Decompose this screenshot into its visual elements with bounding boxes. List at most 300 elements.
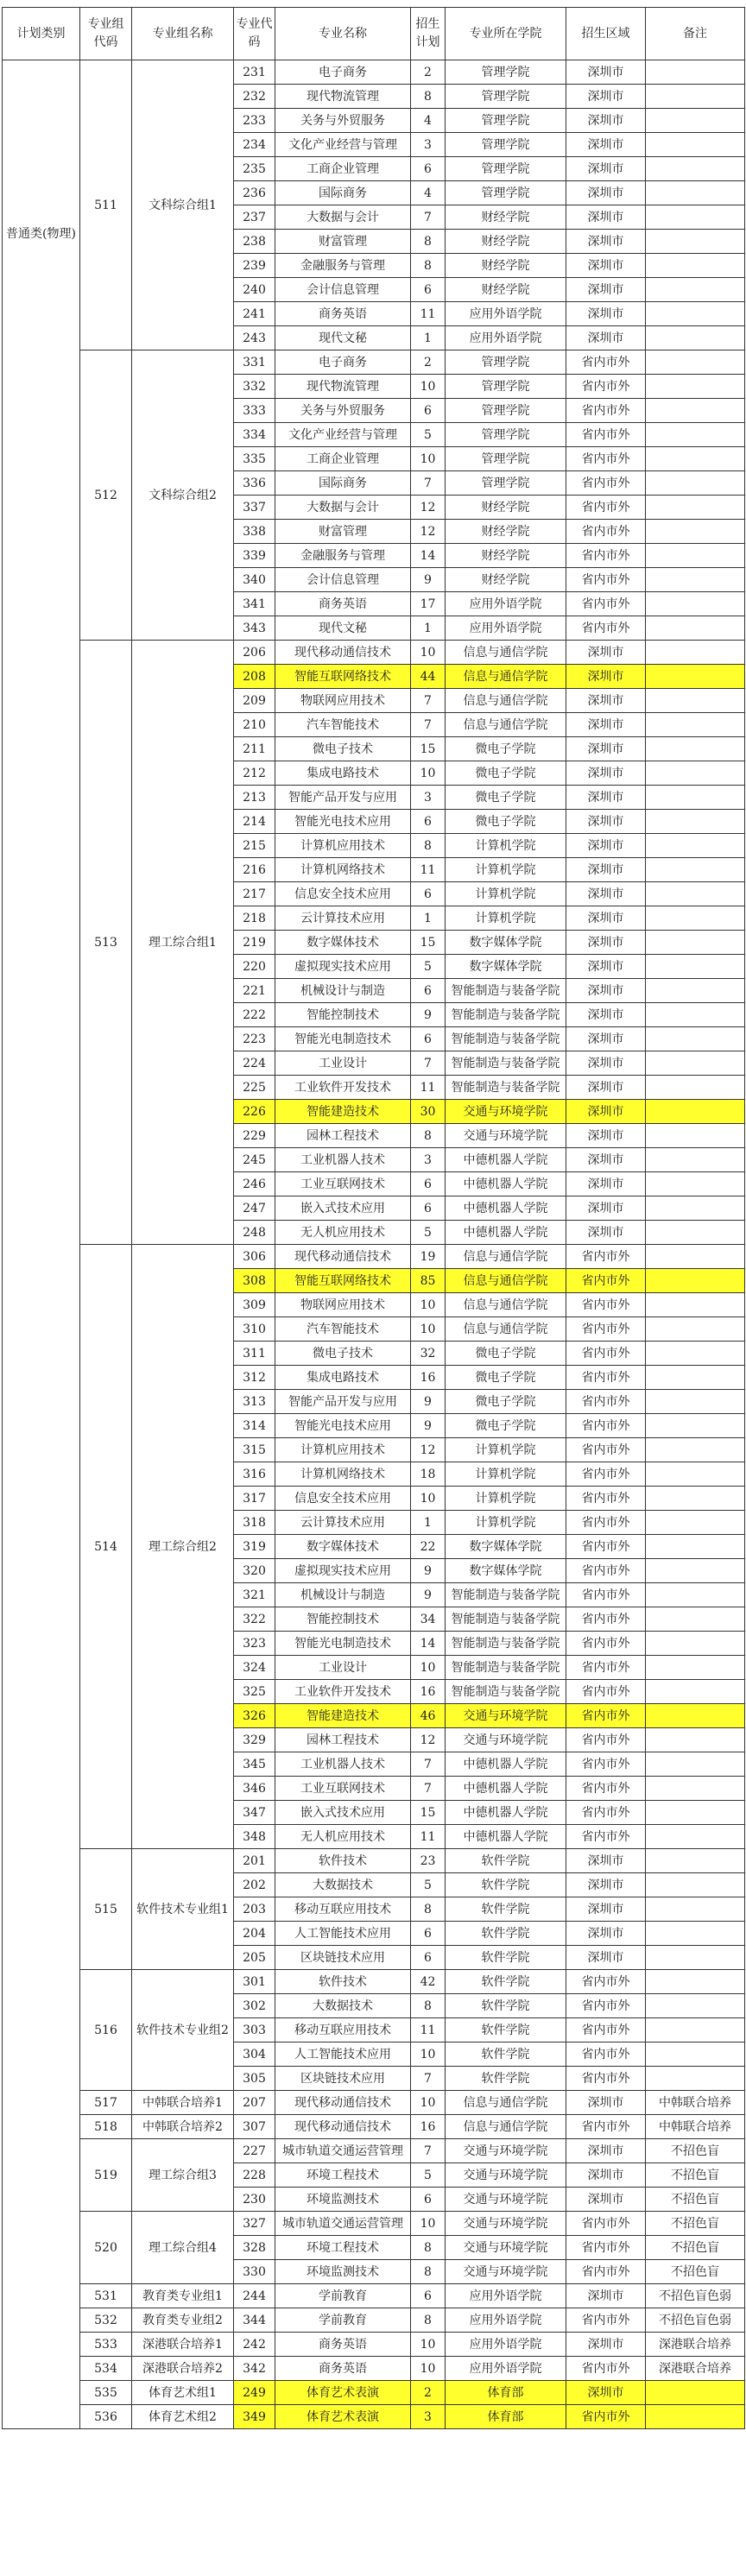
header-major-code: 专业代码 [234, 8, 275, 60]
major-code-cell: 213 [234, 786, 275, 810]
major-name-cell: 工业互联网技术 [275, 1777, 411, 1801]
major-code-cell: 234 [234, 133, 275, 157]
region-cell: 省内市外 [566, 1438, 646, 1462]
major-code-cell: 305 [234, 2067, 275, 2091]
plan-count-cell: 10 [411, 375, 446, 399]
major-name-cell: 汽车智能技术 [275, 713, 411, 737]
plan-count-cell: 6 [411, 1172, 446, 1196]
region-cell: 省内市外 [566, 399, 646, 423]
plan-count-cell: 8 [411, 1897, 446, 1922]
major-code-cell: 231 [234, 60, 275, 85]
college-cell: 管理学院 [446, 399, 566, 423]
college-cell: 管理学院 [446, 85, 566, 109]
plan-count-cell: 22 [411, 1535, 446, 1559]
group-code-cell: 517 [80, 2091, 132, 2115]
plan-count-cell: 17 [411, 592, 446, 616]
plan-count-cell: 7 [411, 2067, 446, 2091]
table-row [3, 2405, 745, 2429]
college-cell: 中德机器人学院 [446, 1825, 566, 1849]
major-name-cell: 城市轨道交通运营管理 [275, 2212, 411, 2236]
college-cell: 应用外语学院 [446, 2284, 566, 2308]
region-cell: 深圳市 [566, 205, 646, 230]
plan-count-cell: 6 [411, 2188, 446, 2212]
major-name-cell: 微电子技术 [275, 1342, 411, 1366]
plan-count-cell: 9 [411, 568, 446, 592]
college-cell: 数字媒体学院 [446, 1535, 566, 1559]
remark-cell [646, 375, 745, 399]
major-name-cell: 虚拟现实技术应用 [275, 955, 411, 979]
remark-cell [646, 1293, 745, 1317]
major-code-cell: 212 [234, 761, 275, 786]
plan-count-cell: 6 [411, 810, 446, 834]
major-code-cell: 218 [234, 906, 275, 931]
college-cell: 管理学院 [446, 181, 566, 205]
major-code-cell: 345 [234, 1752, 275, 1777]
remark-cell [646, 471, 745, 496]
header-college: 专业所在学院 [446, 8, 566, 60]
major-name-cell: 关务与外贸服务 [275, 109, 411, 133]
remark-cell [646, 1704, 745, 1728]
region-cell: 省内市外 [566, 1317, 646, 1342]
region-cell: 省内市外 [566, 1970, 646, 1994]
college-cell: 交通与环境学院 [446, 1728, 566, 1752]
region-cell: 深圳市 [566, 2139, 646, 2163]
major-name-cell: 现代物流管理 [275, 85, 411, 109]
major-name-cell: 数字媒体技术 [275, 931, 411, 955]
major-name-cell: 大数据与会计 [275, 205, 411, 230]
college-cell: 信息与通信学院 [446, 1317, 566, 1342]
college-cell: 交通与环境学院 [446, 2236, 566, 2260]
region-cell: 省内市外 [566, 2042, 646, 2067]
group-name-cell: 文科综合组1 [132, 60, 234, 350]
region-cell: 深圳市 [566, 2381, 646, 2405]
remark-cell [646, 2018, 745, 2042]
remark-cell [646, 1003, 745, 1027]
plan-count-cell: 12 [411, 1438, 446, 1462]
group-name-cell: 理工综合组4 [132, 2212, 234, 2284]
major-code-cell: 339 [234, 544, 275, 568]
college-cell: 交通与环境学院 [446, 1100, 566, 1124]
major-name-cell: 现代移动通信技术 [275, 2091, 411, 2115]
major-code-cell: 243 [234, 326, 275, 350]
major-name-cell: 现代文秘 [275, 326, 411, 350]
college-cell: 信息与通信学院 [446, 2091, 566, 2115]
college-cell: 软件学院 [446, 1849, 566, 1873]
major-name-cell: 计算机网络技术 [275, 858, 411, 882]
remark-cell [646, 423, 745, 447]
group-code-cell: 513 [80, 641, 132, 1245]
remark-cell [646, 1559, 745, 1583]
remark-cell [646, 1342, 745, 1366]
college-cell: 财经学院 [446, 230, 566, 254]
plan-count-cell: 6 [411, 1027, 446, 1051]
plan-count-cell: 7 [411, 205, 446, 230]
major-code-cell: 309 [234, 1293, 275, 1317]
plan-count-cell: 11 [411, 858, 446, 882]
region-cell: 省内市外 [566, 616, 646, 641]
group-name-cell: 深港联合培养1 [132, 2333, 234, 2357]
college-cell: 管理学院 [446, 157, 566, 181]
region-cell: 省内市外 [566, 1366, 646, 1390]
plan-count-cell: 32 [411, 1342, 446, 1366]
remark-cell [646, 230, 745, 254]
remark-cell [646, 906, 745, 931]
major-code-cell: 215 [234, 834, 275, 858]
major-code-cell: 320 [234, 1559, 275, 1583]
region-cell: 省内市外 [566, 1728, 646, 1752]
plan-count-cell: 10 [411, 2357, 446, 2381]
region-cell: 省内市外 [566, 1632, 646, 1656]
remark-cell [646, 544, 745, 568]
college-cell: 应用外语学院 [446, 2308, 566, 2333]
college-cell: 财经学院 [446, 496, 566, 520]
remark-cell [646, 761, 745, 786]
plan-count-cell: 5 [411, 423, 446, 447]
major-name-cell: 电子商务 [275, 60, 411, 85]
major-name-cell: 虚拟现实技术应用 [275, 1559, 411, 1583]
major-code-cell: 235 [234, 157, 275, 181]
remark-cell [646, 1849, 745, 1873]
remark-cell [646, 1172, 745, 1196]
remark-cell: 不招色盲 [646, 2163, 745, 2188]
plan-count-cell: 12 [411, 1728, 446, 1752]
major-name-cell: 工业软件开发技术 [275, 1680, 411, 1704]
remark-cell [646, 326, 745, 350]
major-name-cell: 国际商务 [275, 471, 411, 496]
plan-count-cell: 15 [411, 1801, 446, 1825]
remark-cell [646, 955, 745, 979]
college-cell: 信息与通信学院 [446, 1269, 566, 1293]
major-code-cell: 346 [234, 1777, 275, 1801]
table-body [3, 60, 745, 2429]
college-cell: 财经学院 [446, 520, 566, 544]
region-cell: 省内市外 [566, 1414, 646, 1438]
region-cell: 深圳市 [566, 60, 646, 85]
major-name-cell: 工业软件开发技术 [275, 1076, 411, 1100]
region-cell: 深圳市 [566, 737, 646, 761]
header-remark: 备注 [646, 8, 745, 60]
group-code-cell: 534 [80, 2357, 132, 2381]
major-name-cell: 财富管理 [275, 520, 411, 544]
plan-count-cell: 6 [411, 1196, 446, 1221]
college-cell: 交通与环境学院 [446, 2163, 566, 2188]
group-code-cell: 533 [80, 2333, 132, 2357]
college-cell: 智能制造与装备学院 [446, 1051, 566, 1076]
region-cell: 深圳市 [566, 689, 646, 713]
major-code-cell: 236 [234, 181, 275, 205]
major-code-cell: 204 [234, 1922, 275, 1946]
region-cell: 深圳市 [566, 931, 646, 955]
region-cell: 深圳市 [566, 230, 646, 254]
region-cell: 深圳市 [566, 2333, 646, 2357]
plan-count-cell: 6 [411, 882, 446, 906]
major-code-cell: 226 [234, 1100, 275, 1124]
region-cell: 省内市外 [566, 1801, 646, 1825]
major-name-cell: 商务英语 [275, 592, 411, 616]
college-cell: 微电子学院 [446, 761, 566, 786]
plan-count-cell: 10 [411, 1317, 446, 1342]
plan-count-cell: 2 [411, 60, 446, 85]
major-name-cell: 工商企业管理 [275, 157, 411, 181]
plan-count-cell: 11 [411, 1076, 446, 1100]
remark-cell [646, 1970, 745, 1994]
major-code-cell: 238 [234, 230, 275, 254]
plan-count-cell: 6 [411, 278, 446, 302]
remark-cell [646, 85, 745, 109]
remark-cell [646, 1390, 745, 1414]
major-name-cell: 无人机应用技术 [275, 1825, 411, 1849]
major-name-cell: 体育艺术表演 [275, 2381, 411, 2405]
college-cell: 交通与环境学院 [446, 2260, 566, 2284]
group-code-cell: 511 [80, 60, 132, 350]
plan-count-cell: 6 [411, 2284, 446, 2308]
college-cell: 计算机学院 [446, 1462, 566, 1487]
remark-cell [646, 786, 745, 810]
major-name-cell: 微电子技术 [275, 737, 411, 761]
plan-count-cell: 5 [411, 2163, 446, 2188]
table-row [3, 1849, 745, 1873]
plan-count-cell: 30 [411, 1100, 446, 1124]
remark-cell [646, 1801, 745, 1825]
major-code-cell: 246 [234, 1172, 275, 1196]
region-cell: 省内市外 [566, 2212, 646, 2236]
region-cell: 深圳市 [566, 1003, 646, 1027]
region-cell: 深圳市 [566, 326, 646, 350]
region-cell: 深圳市 [566, 1897, 646, 1922]
college-cell: 微电子学院 [446, 1366, 566, 1390]
major-code-cell: 343 [234, 616, 275, 641]
major-name-cell: 环境监测技术 [275, 2188, 411, 2212]
group-name-cell: 软件技术专业组1 [132, 1849, 234, 1970]
plan-count-cell: 10 [411, 761, 446, 786]
plan-count-cell: 16 [411, 1366, 446, 1390]
plan-count-cell: 11 [411, 302, 446, 326]
college-cell: 软件学院 [446, 1994, 566, 2018]
major-code-cell: 219 [234, 931, 275, 955]
table-row [3, 2381, 745, 2405]
remark-cell [646, 205, 745, 230]
college-cell: 智能制造与装备学院 [446, 1656, 566, 1680]
major-code-cell: 244 [234, 2284, 275, 2308]
major-code-cell: 344 [234, 2308, 275, 2333]
remark-cell: 不招色盲 [646, 2188, 745, 2212]
college-cell: 信息与通信学院 [446, 665, 566, 689]
remark-cell [646, 1221, 745, 1245]
group-name-cell: 深港联合培养2 [132, 2357, 234, 2381]
major-name-cell: 智能建造技术 [275, 1704, 411, 1728]
table-row [3, 1970, 745, 1994]
region-cell: 深圳市 [566, 278, 646, 302]
college-cell: 管理学院 [446, 133, 566, 157]
remark-cell [646, 1124, 745, 1148]
plan-count-cell: 8 [411, 2236, 446, 2260]
remark-cell [646, 1922, 745, 1946]
college-cell: 计算机学院 [446, 1438, 566, 1462]
region-cell: 省内市外 [566, 423, 646, 447]
table-row [3, 2308, 745, 2333]
major-code-cell: 230 [234, 2188, 275, 2212]
major-name-cell: 智能光电制造技术 [275, 1027, 411, 1051]
region-cell: 省内市外 [566, 1342, 646, 1366]
region-cell: 省内市外 [566, 1269, 646, 1293]
major-name-cell: 移动互联应用技术 [275, 2018, 411, 2042]
group-code-cell: 536 [80, 2405, 132, 2429]
college-cell: 软件学院 [446, 2067, 566, 2091]
major-code-cell: 247 [234, 1196, 275, 1221]
plan-count-cell: 7 [411, 1777, 446, 1801]
region-cell: 省内市外 [566, 1994, 646, 2018]
remark-cell [646, 689, 745, 713]
plan-count-cell: 3 [411, 133, 446, 157]
college-cell: 数字媒体学院 [446, 931, 566, 955]
college-cell: 软件学院 [446, 1922, 566, 1946]
major-name-cell: 智能光电技术应用 [275, 1414, 411, 1438]
college-cell: 智能制造与装备学院 [446, 1607, 566, 1632]
major-name-cell: 嵌入式技术应用 [275, 1196, 411, 1221]
plan-count-cell: 4 [411, 109, 446, 133]
region-cell: 省内市外 [566, 1583, 646, 1607]
major-code-cell: 207 [234, 2091, 275, 2115]
major-code-cell: 249 [234, 2381, 275, 2405]
college-cell: 智能制造与装备学院 [446, 1680, 566, 1704]
remark-cell [646, 520, 745, 544]
plan-count-cell: 8 [411, 85, 446, 109]
major-code-cell: 224 [234, 1051, 275, 1076]
group-code-cell: 514 [80, 1245, 132, 1849]
major-name-cell: 环境工程技术 [275, 2236, 411, 2260]
region-cell: 深圳市 [566, 1221, 646, 1245]
college-cell: 智能制造与装备学院 [446, 979, 566, 1003]
major-name-cell: 现代移动通信技术 [275, 2115, 411, 2139]
remark-cell: 不招色盲色弱 [646, 2284, 745, 2308]
region-cell: 深圳市 [566, 133, 646, 157]
region-cell: 深圳市 [566, 1873, 646, 1897]
region-cell: 省内市外 [566, 2018, 646, 2042]
plan-count-cell: 2 [411, 350, 446, 375]
remark-cell [646, 1027, 745, 1051]
table-row [3, 2139, 745, 2163]
major-code-cell: 202 [234, 1873, 275, 1897]
major-name-cell: 关务与外贸服务 [275, 399, 411, 423]
major-name-cell: 嵌入式技术应用 [275, 1801, 411, 1825]
major-name-cell: 文化产业经营与管理 [275, 133, 411, 157]
college-cell: 信息与通信学院 [446, 1245, 566, 1269]
major-code-cell: 316 [234, 1462, 275, 1487]
major-code-cell: 211 [234, 737, 275, 761]
major-code-cell: 223 [234, 1027, 275, 1051]
major-code-cell: 317 [234, 1487, 275, 1511]
remark-cell [646, 1245, 745, 1269]
remark-cell: 中韩联合培养 [646, 2115, 745, 2139]
region-cell: 深圳市 [566, 1196, 646, 1221]
region-cell: 省内市外 [566, 1535, 646, 1559]
region-cell: 省内市外 [566, 1825, 646, 1849]
plan-count-cell: 12 [411, 496, 446, 520]
region-cell: 省内市外 [566, 2260, 646, 2284]
college-cell: 交通与环境学院 [446, 2188, 566, 2212]
major-name-cell: 机械设计与制造 [275, 979, 411, 1003]
plan-count-cell: 10 [411, 2091, 446, 2115]
major-name-cell: 园林工程技术 [275, 1728, 411, 1752]
major-name-cell: 软件技术 [275, 1849, 411, 1873]
region-cell: 深圳市 [566, 302, 646, 326]
remark-cell: 不招色盲 [646, 2260, 745, 2284]
plan-count-cell: 19 [411, 1245, 446, 1269]
table-row [3, 2115, 745, 2139]
major-code-cell: 248 [234, 1221, 275, 1245]
region-cell: 深圳市 [566, 1148, 646, 1172]
college-cell: 财经学院 [446, 544, 566, 568]
header-group-name: 专业组名称 [132, 8, 234, 60]
remark-cell [646, 713, 745, 737]
region-cell: 深圳市 [566, 906, 646, 931]
region-cell: 省内市外 [566, 592, 646, 616]
region-cell: 省内市外 [566, 496, 646, 520]
plan-count-cell: 3 [411, 1148, 446, 1172]
region-cell: 省内市外 [566, 1680, 646, 1704]
header-plan-count: 招生计划 [411, 8, 446, 60]
region-cell: 深圳市 [566, 1172, 646, 1196]
college-cell: 信息与通信学院 [446, 2115, 566, 2139]
major-code-cell: 216 [234, 858, 275, 882]
remark-cell [646, 1511, 745, 1535]
college-cell: 应用外语学院 [446, 302, 566, 326]
remark-cell [646, 1317, 745, 1342]
plan-count-cell: 7 [411, 1051, 446, 1076]
college-cell: 管理学院 [446, 350, 566, 375]
college-cell: 智能制造与装备学院 [446, 1027, 566, 1051]
major-code-cell: 221 [234, 979, 275, 1003]
major-code-cell: 314 [234, 1414, 275, 1438]
plan-count-cell: 1 [411, 616, 446, 641]
header-region: 招生区域 [566, 8, 646, 60]
major-name-cell: 计算机应用技术 [275, 834, 411, 858]
plan-count-cell: 9 [411, 1559, 446, 1583]
remark-cell [646, 496, 745, 520]
college-cell: 财经学院 [446, 205, 566, 230]
table-row [3, 2357, 745, 2381]
major-name-cell: 智能控制技术 [275, 1003, 411, 1027]
region-cell: 省内市外 [566, 544, 646, 568]
remark-cell [646, 133, 745, 157]
college-cell: 管理学院 [446, 375, 566, 399]
region-cell: 省内市外 [566, 1559, 646, 1583]
plan-count-cell: 8 [411, 2308, 446, 2333]
major-code-cell: 237 [234, 205, 275, 230]
major-code-cell: 225 [234, 1076, 275, 1100]
plan-count-cell: 1 [411, 1511, 446, 1535]
college-cell: 财经学院 [446, 278, 566, 302]
plan-count-cell: 14 [411, 544, 446, 568]
region-cell: 深圳市 [566, 786, 646, 810]
remark-cell [646, 979, 745, 1003]
major-code-cell: 208 [234, 665, 275, 689]
table-row [3, 2333, 745, 2357]
remark-cell [646, 1196, 745, 1221]
major-code-cell: 347 [234, 1801, 275, 1825]
plan-count-cell: 10 [411, 1656, 446, 1680]
major-code-cell: 240 [234, 278, 275, 302]
header-group-code: 专业组代码 [80, 8, 132, 60]
major-code-cell: 324 [234, 1656, 275, 1680]
remark-cell [646, 1051, 745, 1076]
major-code-cell: 313 [234, 1390, 275, 1414]
remark-cell [646, 810, 745, 834]
region-cell: 省内市外 [566, 520, 646, 544]
college-cell: 管理学院 [446, 471, 566, 496]
major-name-cell: 人工智能技术应用 [275, 2042, 411, 2067]
major-name-cell: 现代移动通信技术 [275, 641, 411, 665]
